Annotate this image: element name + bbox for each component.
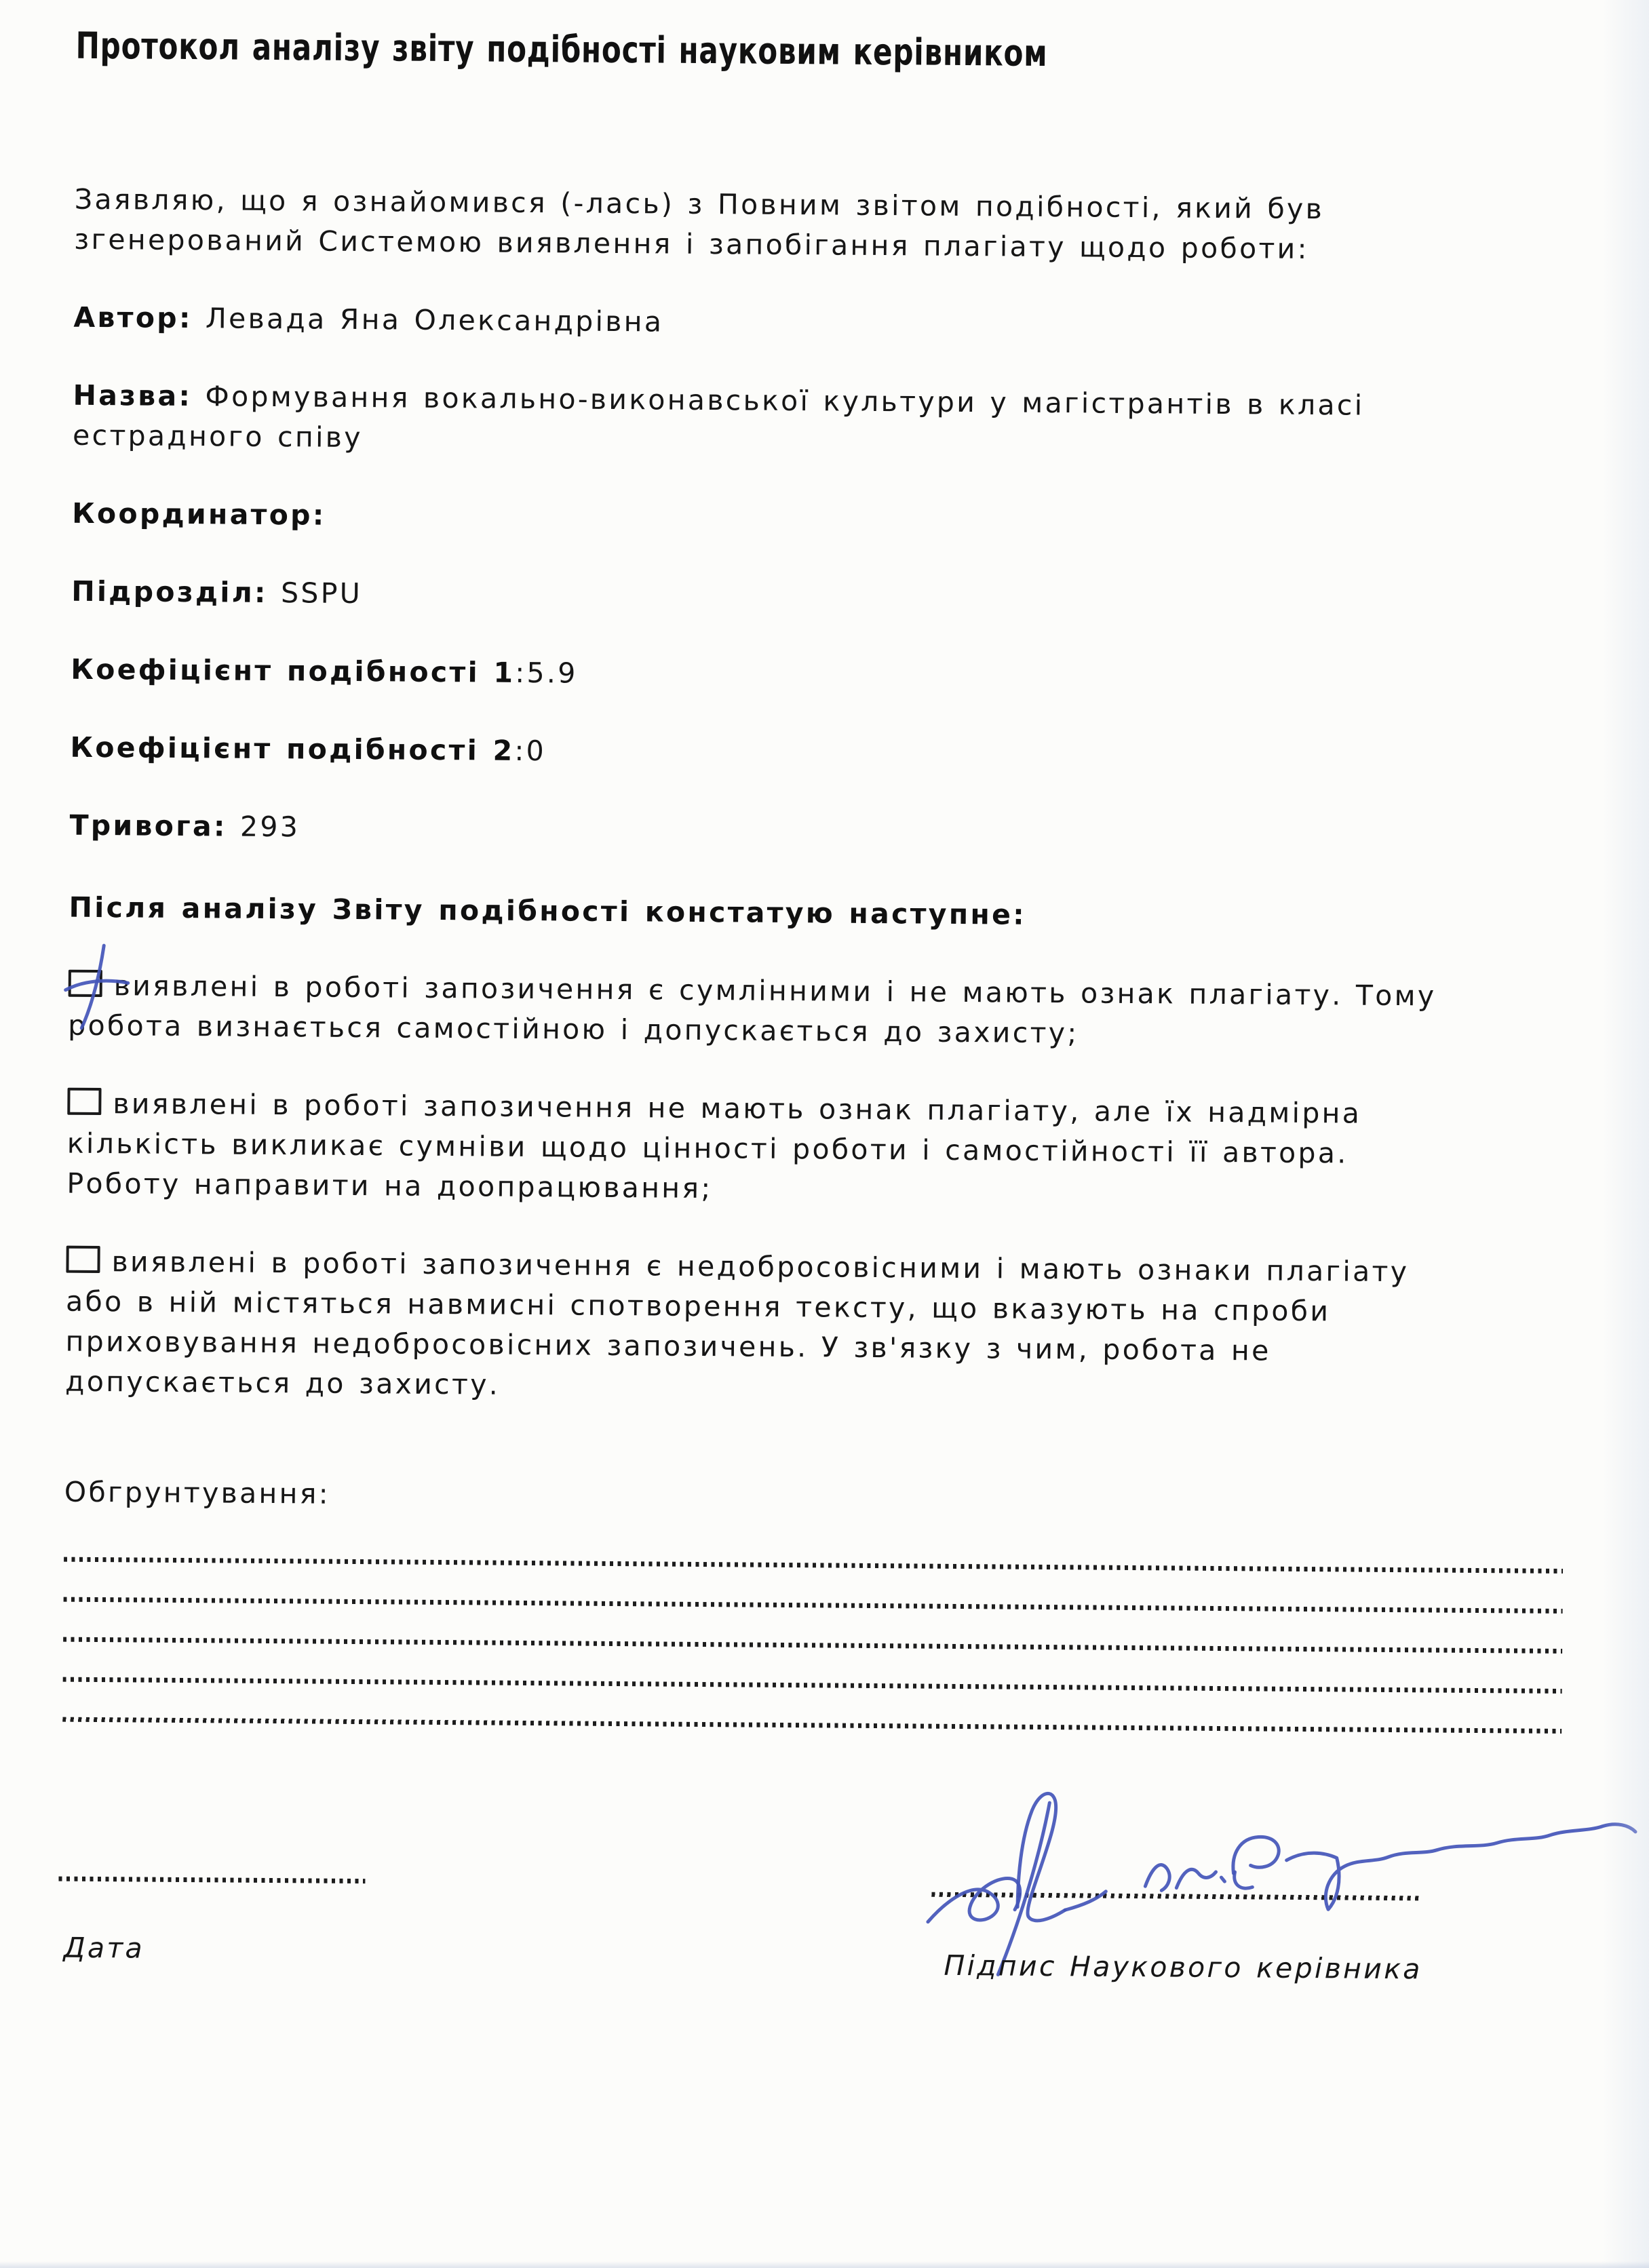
option-text: виявлені в роботі запозичення є сумлінними і не мають ознак плагіату. Тому робота визнається самостійною і допускається до захисту;	[68, 969, 1437, 1050]
justification-dotted-line	[64, 1597, 1563, 1614]
signature-block	[59, 1757, 1561, 2203]
intro-paragraph: Заявляю, що я ознайомився (-лась) з Повним звітом подібності, який був згенерований Системою виявлення і запобігання плагіату щодо роботи:	[74, 182, 1325, 265]
document-title	[75, 20, 1575, 84]
statement-heading: Після аналізу Звіту подібності констатую наступне:	[69, 891, 1027, 931]
scan-edge-shading	[0, 2261, 1649, 2268]
alert-label: Тривога:	[69, 808, 227, 843]
option-row-plagiarism-detected	[65, 1242, 1566, 1413]
author-value: Левада Яна Олександрівна	[205, 302, 664, 338]
similarity-coefficient-1-label: Коефіцієнт подібності 1	[71, 652, 516, 689]
option-text: виявлені в роботі запозичення не мають ознак плагіату, але їх надмірна кількість викликає сумніви щодо цінності роботи і самостійності її автора. Роботу направити на доопрацювання;	[66, 1087, 1362, 1205]
checkbox-icon	[67, 1088, 101, 1115]
option-text: виявлені в роботі запозичення є недобросовісними і мають ознаки плагіату або в ній містяться навмисні спотворення тексту, що вказують на спроби приховування недобросовісних запозичень. У зв'язку з чим, робота не допускається до захисту.	[64, 1245, 1410, 1402]
justification-label: Обгрунтування:	[64, 1476, 330, 1511]
similarity-coefficient-2-value: :0	[514, 734, 547, 768]
option-row-honest-borrowings	[68, 966, 1568, 1057]
checkbox-icon	[69, 970, 102, 997]
date-dotted-line	[58, 1877, 365, 1884]
coordinator-field	[72, 494, 1571, 545]
department-value: SSPU	[280, 576, 363, 610]
justification-dotted-line	[62, 1717, 1561, 1734]
author-label: Автор:	[73, 300, 193, 334]
justification-dotted-line	[63, 1677, 1562, 1694]
department-field	[71, 572, 1570, 623]
justification-dotted-line	[63, 1637, 1562, 1654]
alert-field	[69, 806, 1568, 857]
similarity-coefficient-2-field	[70, 728, 1569, 779]
work-title-field	[73, 376, 1572, 467]
checkbox-icon	[66, 1246, 100, 1273]
date-label: Дата	[63, 1932, 145, 1966]
signature-label: Підпис Наукового керівника	[944, 1949, 1422, 1986]
alert-value: 293	[227, 810, 300, 844]
similarity-coefficient-1-field	[71, 650, 1570, 701]
justification-dotted-line	[64, 1557, 1563, 1573]
signature-dotted-line	[931, 1892, 1421, 1901]
department-label: Підрозділ:	[71, 574, 268, 609]
similarity-coefficient-2-label: Коефіцієнт подібності 2	[70, 730, 515, 767]
justification-write-in-area	[62, 1557, 1563, 1734]
options-list	[65, 966, 1568, 1414]
coordinator-label: Координатор:	[72, 496, 326, 532]
option-row-excessive-borrowings	[66, 1084, 1566, 1215]
author-field	[73, 298, 1572, 349]
similarity-coefficient-1-value: :5.9	[515, 656, 578, 690]
work-title-label: Назва:	[73, 378, 193, 412]
work-title-value: Формування вокально-виконавської культури у магістрантів в класі естрадного співу	[72, 380, 1365, 454]
document-title-text: Протокол аналізу звіту подібності науковим керівником	[75, 24, 1048, 75]
